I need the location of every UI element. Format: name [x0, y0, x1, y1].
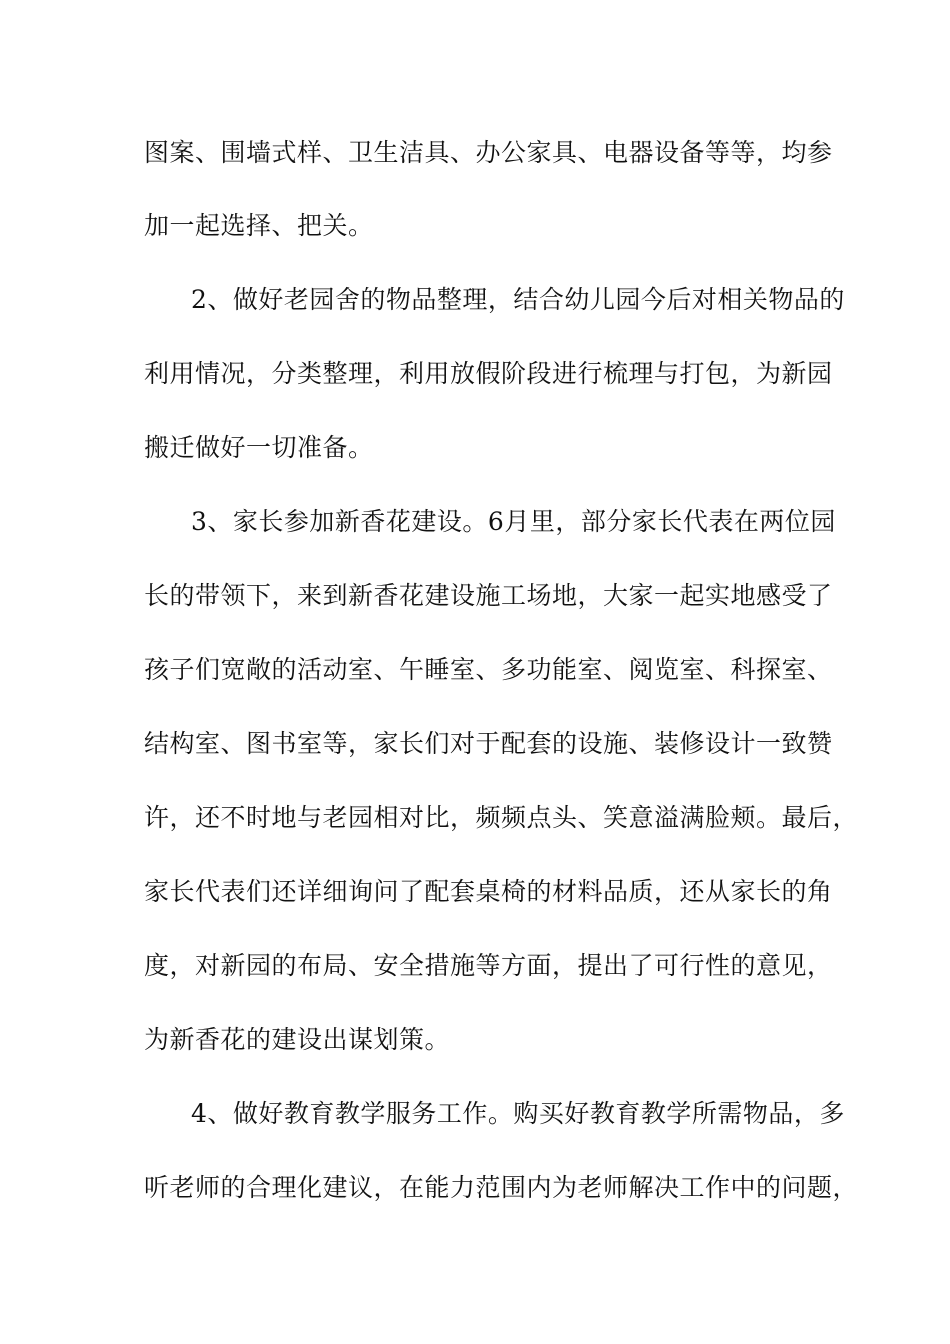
- text-line: 孩子们宽敞的活动室、午睡室、多功能室、阅览室、科探室、: [144, 655, 833, 684]
- paragraph-2-start: 2、做好老园舍的物品整理，结合幼儿园今后对相关物品的: [191, 285, 845, 314]
- paragraph-4-start: 4、做好教育教学服务工作。购买好教育教学所需物品，多: [191, 1099, 845, 1128]
- text-line: 听老师的合理化建议，在能力范围内为老师解决工作中的问题，: [144, 1173, 859, 1202]
- text-line: 搬迁做好一切准备。: [144, 433, 374, 462]
- text-line: 图案、围墙式样、卫生洁具、办公家具、电器设备等等，均参: [144, 138, 833, 167]
- text-line: 结构室、图书室等，家长们对于配套的设施、装修设计一致赞: [144, 729, 833, 758]
- text-line: 家长代表们还详细询问了配套桌椅的材料品质，还从家长的角: [144, 877, 833, 906]
- text-line: 许，还不时地与老园相对比，频频点头、笑意溢满脸颊。最后，: [144, 803, 859, 832]
- paragraph-3-start: 3、家长参加新香花建设。6月里，部分家长代表在两位园: [191, 507, 836, 536]
- text-line: 加一起选择、把关。: [144, 211, 374, 240]
- text-line: 为新香花的建设出谋划策。: [144, 1025, 451, 1054]
- text-line: 长的带领下，来到新香花建设施工场地，大家一起实地感受了: [144, 581, 833, 610]
- text-line: 度，对新园的布局、安全措施等方面，提出了可行性的意见，: [144, 951, 833, 980]
- text-line: 利用情况，分类整理，利用放假阶段进行梳理与打包，为新园: [144, 359, 833, 388]
